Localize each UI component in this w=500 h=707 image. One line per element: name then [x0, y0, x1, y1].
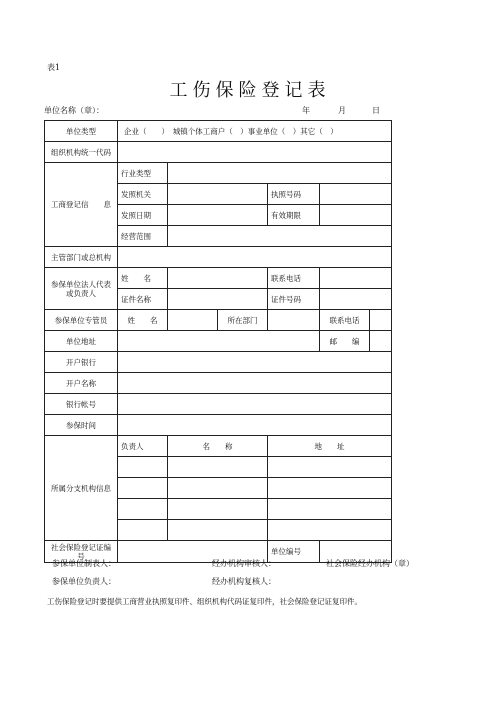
branch-addr-field[interactable] — [268, 457, 392, 478]
industry-label: 行业类型 — [118, 163, 168, 184]
approver-label: 经办机构复核人： — [212, 577, 276, 586]
staff-phone-label: 联系电话 — [320, 310, 370, 331]
unit-name-label: 单位名称（章）： — [44, 106, 104, 115]
unit-no-label: 单位编号 — [268, 541, 320, 563]
postcode-field[interactable] — [370, 331, 392, 352]
branch-name-field[interactable] — [168, 457, 268, 478]
issuer-label: 发照机关 — [118, 184, 168, 205]
account-no-field[interactable] — [118, 394, 392, 415]
preparer-label: 参保单位制表人： — [52, 559, 116, 568]
org-code-label: 组织机构统一代码 — [45, 142, 118, 163]
branch-head-field[interactable] — [118, 520, 168, 541]
staff-name-label: 姓 名 — [118, 310, 168, 331]
branch-head-label: 负责人 — [118, 436, 168, 457]
staff-label: 参保单位专管员 — [45, 310, 118, 331]
registration-form — [44, 120, 392, 563]
id-no-label: 证件号码 — [268, 289, 320, 310]
branch-head-field[interactable] — [118, 499, 168, 520]
date-month: 月 — [338, 106, 346, 115]
branch-name-label: 名 称 — [168, 436, 268, 457]
address-field[interactable] — [118, 331, 320, 352]
branch-head-field[interactable] — [118, 478, 168, 499]
dept-label: 所在部门 — [218, 310, 268, 331]
staff-name-field[interactable] — [168, 310, 218, 331]
business-scope-field[interactable] — [168, 226, 392, 247]
address-label: 单位地址 — [45, 331, 118, 352]
bank-label: 开户银行 — [45, 352, 118, 373]
issue-date-field[interactable] — [168, 205, 268, 226]
authority-field[interactable] — [118, 247, 392, 268]
biz-reg-label: 工商登记信 息 — [45, 163, 118, 247]
branch-label: 所属分支机构信息 — [45, 436, 118, 541]
license-no-field[interactable] — [320, 184, 392, 205]
dept-field[interactable] — [268, 310, 320, 331]
branch-name-field[interactable] — [168, 520, 268, 541]
insure-time-field[interactable] — [118, 415, 392, 436]
social-reg-label: 社会保险登记证编 号 — [45, 541, 118, 563]
branch-name-field[interactable] — [168, 499, 268, 520]
org-code-field[interactable] — [118, 142, 392, 163]
industry-field[interactable] — [168, 163, 392, 184]
date-day: 日 — [372, 106, 380, 115]
account-name-field[interactable] — [118, 373, 392, 394]
legal-rep-phone-field[interactable] — [320, 268, 392, 289]
business-scope-label: 经营范围 — [118, 226, 168, 247]
unit-type-label: 单位类型 — [45, 121, 118, 142]
legal-rep-phone-label: 联系电话 — [268, 268, 320, 289]
unit-type-options[interactable]: 企业（ ） 城镇个体工商户（ ）事业单位（ ）其它（ ） — [118, 121, 392, 142]
branch-addr-field[interactable] — [268, 520, 392, 541]
valid-period-field[interactable] — [320, 205, 392, 226]
legal-rep-name-field[interactable] — [168, 268, 268, 289]
license-no-label: 执照号码 — [268, 184, 320, 205]
authority-label: 主管部门或总机构 — [45, 247, 118, 268]
account-name-label: 开户名称 — [45, 373, 118, 394]
reviewer-label: 经办机构审核人： — [212, 559, 276, 568]
issue-date-label: 发照日期 — [118, 205, 168, 226]
insure-time-label: 参保时间 — [45, 415, 118, 436]
branch-name-field[interactable] — [168, 478, 268, 499]
postcode-label: 邮 编 — [320, 331, 370, 352]
id-type-field[interactable] — [168, 289, 268, 310]
branch-head-field[interactable] — [118, 457, 168, 478]
branch-addr-field[interactable] — [268, 499, 392, 520]
footnote: 工伤保险登记时要提供工商营业执照复印件、组织机构代码证复印件，社会保险登记证复印件。 — [47, 597, 362, 606]
agency-label: 社会保险经办机构（章） — [326, 559, 414, 568]
date-year: 年 — [302, 106, 310, 115]
valid-period-label: 有效期限 — [268, 205, 320, 226]
id-no-field[interactable] — [320, 289, 392, 310]
issuer-field[interactable] — [168, 184, 268, 205]
staff-phone-field[interactable] — [370, 310, 392, 331]
account-no-label: 银行帐号 — [45, 394, 118, 415]
legal-rep-name-label: 姓 名 — [118, 268, 168, 289]
bank-field[interactable] — [118, 352, 392, 373]
principal-label: 参保单位负责人： — [52, 577, 116, 586]
id-type-label: 证件名称 — [118, 289, 168, 310]
page-title: 工伤保险登记表 — [169, 80, 331, 101]
legal-rep-label: 参保单位法人代表或负责人 — [45, 268, 118, 310]
branch-addr-label: 地 址 — [268, 436, 392, 457]
branch-addr-field[interactable] — [268, 478, 392, 499]
table-number: 表1 — [47, 63, 61, 72]
